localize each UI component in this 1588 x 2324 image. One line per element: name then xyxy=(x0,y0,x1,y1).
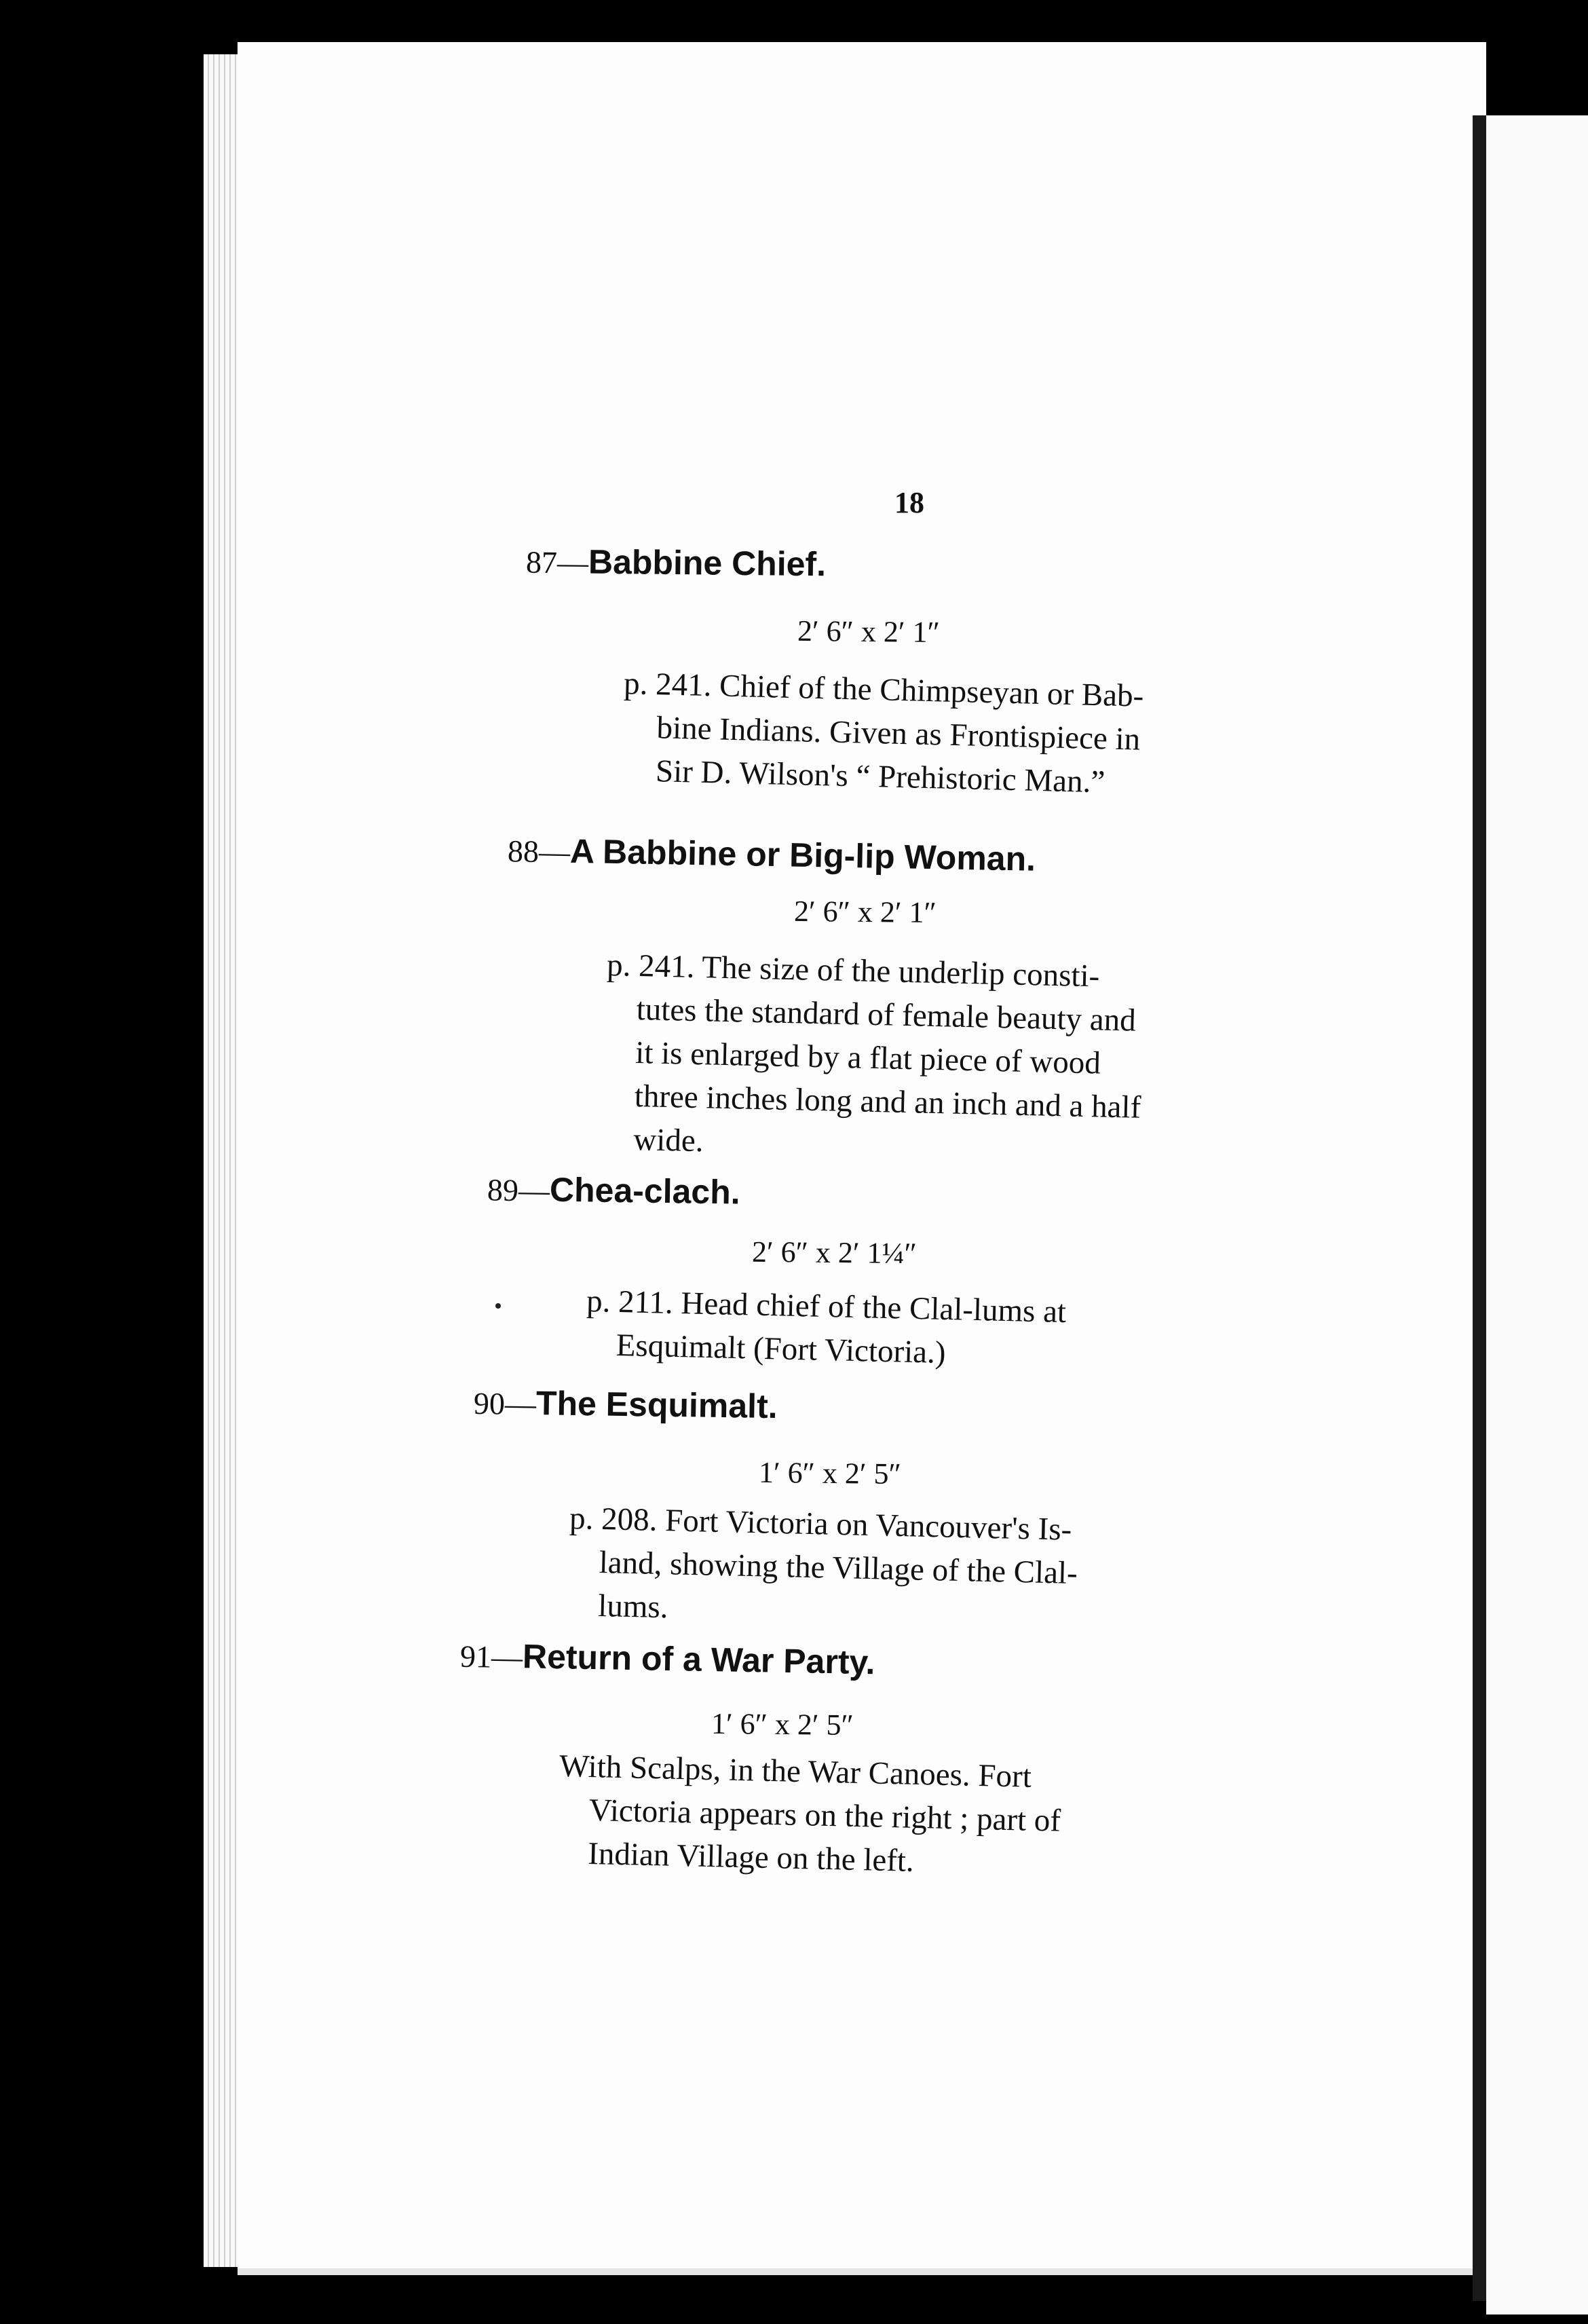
description-line: three inches long and an inch and a half xyxy=(634,1078,1141,1125)
entry-89-heading xyxy=(487,1169,740,1212)
entry-number: 89— xyxy=(487,1172,550,1208)
entry-90-dimensions: 1′ 6″ x 2′ 5″ xyxy=(758,1455,902,1491)
entry-title: Return of a War Party. xyxy=(522,1637,875,1682)
entry-91-heading xyxy=(460,1636,875,1683)
description-line: it is enlarged by a flat piece of wood xyxy=(635,1034,1101,1081)
description-line: p. 241. The size of the underlip consti- xyxy=(606,947,1100,994)
description-line: With Scalps, in the War Canoes. Fort xyxy=(559,1748,1032,1795)
description-line: lums. xyxy=(597,1588,669,1626)
description-line: Sir D. Wilson's “ Prehistoric Man.” xyxy=(655,753,1105,800)
entry-87-description xyxy=(621,662,1144,805)
page-number: 18 xyxy=(894,486,924,519)
description-line: land, showing the Village of the Clal- xyxy=(599,1545,1078,1591)
entry-90-heading xyxy=(474,1383,778,1427)
entry-87-dimensions: 2′ 6″ x 2′ 1″ xyxy=(797,614,941,650)
entry-title: The Esquimalt. xyxy=(535,1384,778,1426)
entry-title: Babbine Chief. xyxy=(588,542,827,584)
entry-91-dimensions: 1′ 6″ x 2′ 5″ xyxy=(711,1706,854,1742)
description-line: bine Indians. Given as Frontispiece in xyxy=(656,710,1141,757)
description-line: Indian Village on the left. xyxy=(587,1835,915,1879)
entry-88-heading xyxy=(508,830,1036,880)
entry-title: A Babbine or Big-lip Woman. xyxy=(569,831,1036,878)
entry-90-description xyxy=(567,1497,1079,1638)
entry-title: Chea-clach. xyxy=(549,1170,741,1212)
entry-87-heading xyxy=(526,542,827,585)
entry-91-description xyxy=(557,1744,1063,1886)
description-line: wide. xyxy=(632,1121,704,1159)
entry-88-description xyxy=(603,943,1145,1173)
entry-89-dimensions: 2′ 6″ x 2′ 1¼″ xyxy=(751,1235,918,1271)
entry-88-dimensions: 2′ 6″ x 2′ 1″ xyxy=(793,894,937,930)
entry-number: 88— xyxy=(507,833,571,869)
description-line: p. 241. Chief of the Chimpseyan or Bab- xyxy=(623,665,1144,714)
entry-number: 87— xyxy=(525,544,589,580)
description-line: tutes the standard of female beauty and xyxy=(636,992,1137,1038)
entry-number: 91— xyxy=(459,1638,523,1675)
entry-89-description xyxy=(585,1279,1067,1377)
description-line: p. 208. Fort Victoria on Vancouver's Is- xyxy=(569,1500,1072,1548)
entry-number: 90— xyxy=(473,1385,537,1422)
ink-dot xyxy=(495,1303,501,1309)
description-line: Esquimalt (Fort Victoria.) xyxy=(616,1328,947,1371)
description-line: p. 211. Head chief of the Clal-lums at xyxy=(586,1283,1067,1330)
description-line: Victoria appears on the right ; part of xyxy=(588,1793,1061,1839)
